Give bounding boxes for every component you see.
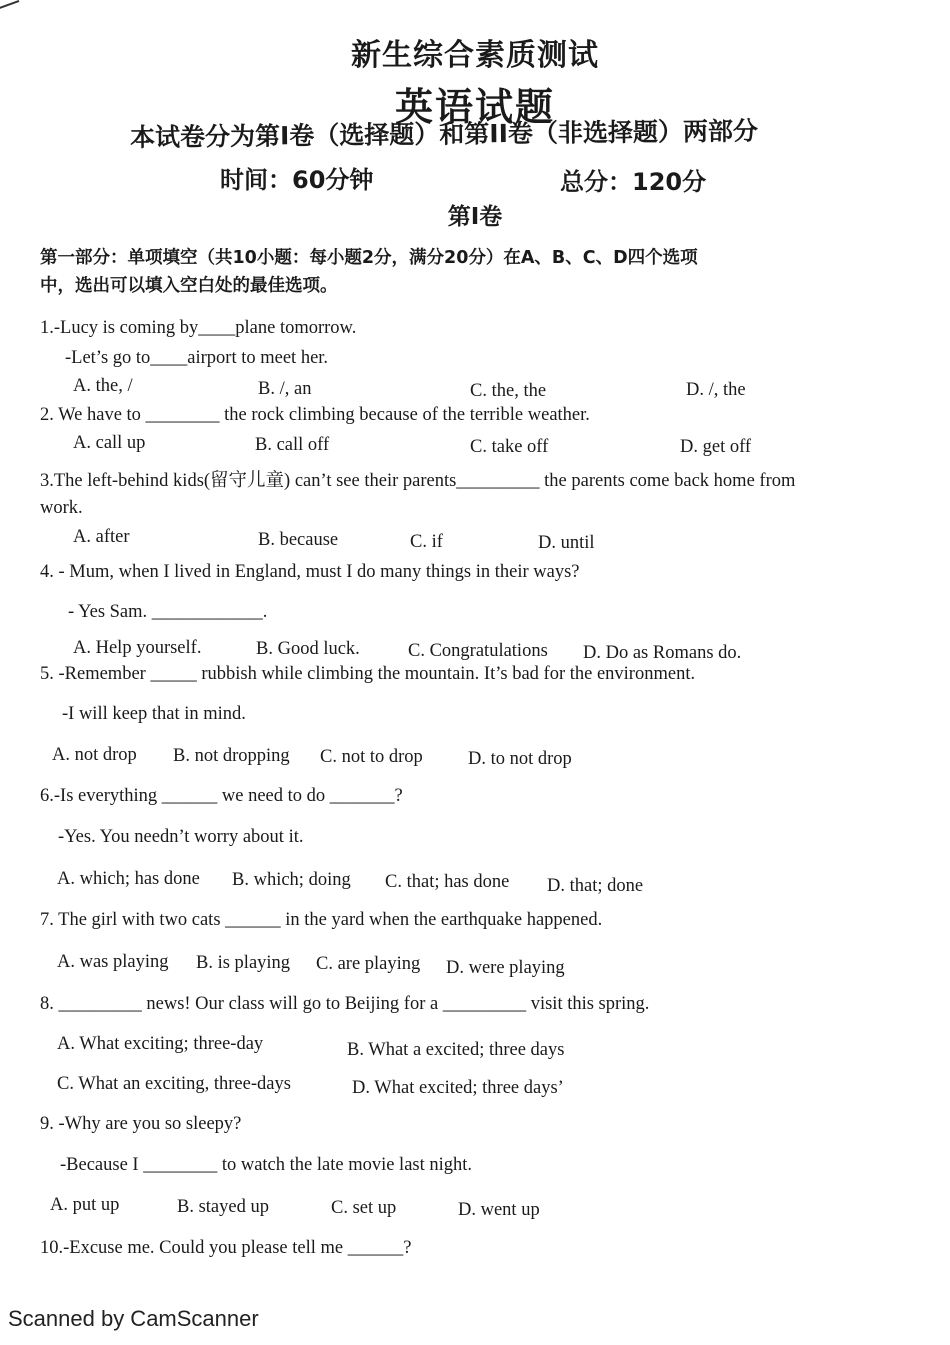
exam-subtitle: 本试卷分为第Ⅰ卷（选择题）和第II卷（非选择题）两部分: [129, 116, 759, 152]
exam-total-score: 总分：120分: [560, 168, 707, 196]
question-6-line-1: 6.-Is everything ______ we need to do _______?: [40, 786, 403, 806]
question-8-option-d: D. What excited; three days’: [352, 1078, 564, 1098]
question-9-line-2: -Because I ________ to watch the late movie last night.: [60, 1155, 473, 1175]
question-3-option-a: A. after: [73, 527, 130, 547]
question-1-option-a: A. the, /: [73, 376, 133, 396]
part1-instruction: [40, 244, 698, 300]
question-8-option-b: B. What a excited; three days: [347, 1040, 565, 1060]
question-7-option-b: B. is playing: [196, 953, 291, 973]
question-5-option-c: C. not to drop: [320, 747, 423, 767]
question-4-option-a: A. Help yourself.: [73, 638, 202, 658]
instruction-line-2: 中，选出可以填入空白处的最佳选项。: [40, 276, 338, 296]
question-2-option-c: C. take off: [470, 437, 549, 457]
question-3-line-1: 3.The left-behind kids(留守儿童) can’t see their parents_________ the parents come back home from: [40, 471, 796, 491]
question-9-option-b: B. stayed up: [177, 1197, 269, 1217]
question-2-line-1: 2. We have to ________ the rock climbing because of the terrible weather.: [40, 405, 590, 425]
question-1-line-1: 1.-Lucy is coming by____plane tomorrow.: [40, 318, 357, 338]
question-3-option-d: D. until: [538, 533, 595, 553]
question-2-option-b: B. call off: [255, 435, 330, 455]
question-3-option-c: C. if: [410, 532, 443, 552]
question-7-option-d: D. were playing: [446, 958, 565, 978]
question-10-line-1: 10.-Excuse me. Could you please tell me ______?: [40, 1238, 412, 1258]
question-4-line-1: 4. - Mum, when I lived in England, must I do many things in their ways?: [40, 562, 580, 582]
question-5-option-d: D. to not drop: [468, 749, 572, 769]
question-6-option-b: B. which; doing: [232, 870, 351, 890]
question-7-line-1: 7. The girl with two cats ______ in the yard when the earthquake happened.: [40, 910, 603, 930]
question-5-option-a: A. not drop: [52, 745, 137, 765]
question-1-option-c: C. the, the: [470, 381, 547, 401]
question-8-option-c: C. What an exciting, three-days: [57, 1074, 291, 1094]
question-1-option-b: B. /, an: [258, 379, 312, 399]
question-6-line-2: -Yes. You needn’t worry about it.: [58, 827, 304, 847]
question-4-option-d: D. Do as Romans do.: [583, 643, 742, 663]
question-9-option-c: C. set up: [331, 1198, 397, 1218]
question-1-line-2: -Let’s go to____airport to meet her.: [65, 348, 329, 368]
question-9-option-d: D. went up: [458, 1200, 540, 1220]
question-8-line-1: 8. _________ news! Our class will go to Beijing for a _________ visit this spring.: [40, 994, 650, 1014]
question-4-option-b: B. Good luck.: [256, 639, 360, 659]
volume-heading: 第Ⅰ卷: [447, 204, 503, 230]
exam-time: 时间：60分钟: [220, 166, 374, 194]
scan-edge-mark: [0, 0, 19, 9]
question-2-option-a: A. call up: [73, 433, 146, 453]
exam-title: 新生综合素质测试: [351, 38, 599, 73]
question-1-option-d: D. /, the: [686, 380, 746, 400]
question-4-line-2: - Yes Sam. ____________.: [68, 602, 268, 622]
question-6-option-d: D. that; done: [547, 876, 644, 896]
question-2-option-d: D. get off: [680, 437, 752, 457]
question-7-option-a: A. was playing: [57, 952, 169, 972]
question-7-option-c: C. are playing: [316, 954, 421, 974]
question-3-option-b: B. because: [258, 530, 339, 550]
question-4-option-c: C. Congratulations: [408, 641, 548, 661]
subject-title: 英语试题: [394, 85, 555, 129]
question-6-option-c: C. that; has done: [385, 872, 510, 892]
question-9-option-a: A. put up: [50, 1195, 120, 1215]
scanner-watermark: Scanned by CamScanner: [8, 1306, 259, 1331]
question-5-line-2: -I will keep that in mind.: [62, 704, 246, 724]
question-5-line-1: 5. -Remember _____ rubbish while climbing the mountain. It’s bad for the environment.: [40, 664, 696, 684]
instruction-line-1: 第一部分：单项填空（共10小题：每小题2分，满分20分）在A、B、C、D四个选项: [40, 248, 698, 268]
question-3-line-2: work.: [40, 498, 83, 518]
question-6-option-a: A. which; has done: [57, 869, 200, 889]
question-5-option-b: B. not dropping: [173, 746, 290, 766]
question-8-option-a: A. What exciting; three-day: [57, 1034, 264, 1054]
question-9-line-1: 9. -Why are you so sleepy?: [40, 1114, 242, 1134]
